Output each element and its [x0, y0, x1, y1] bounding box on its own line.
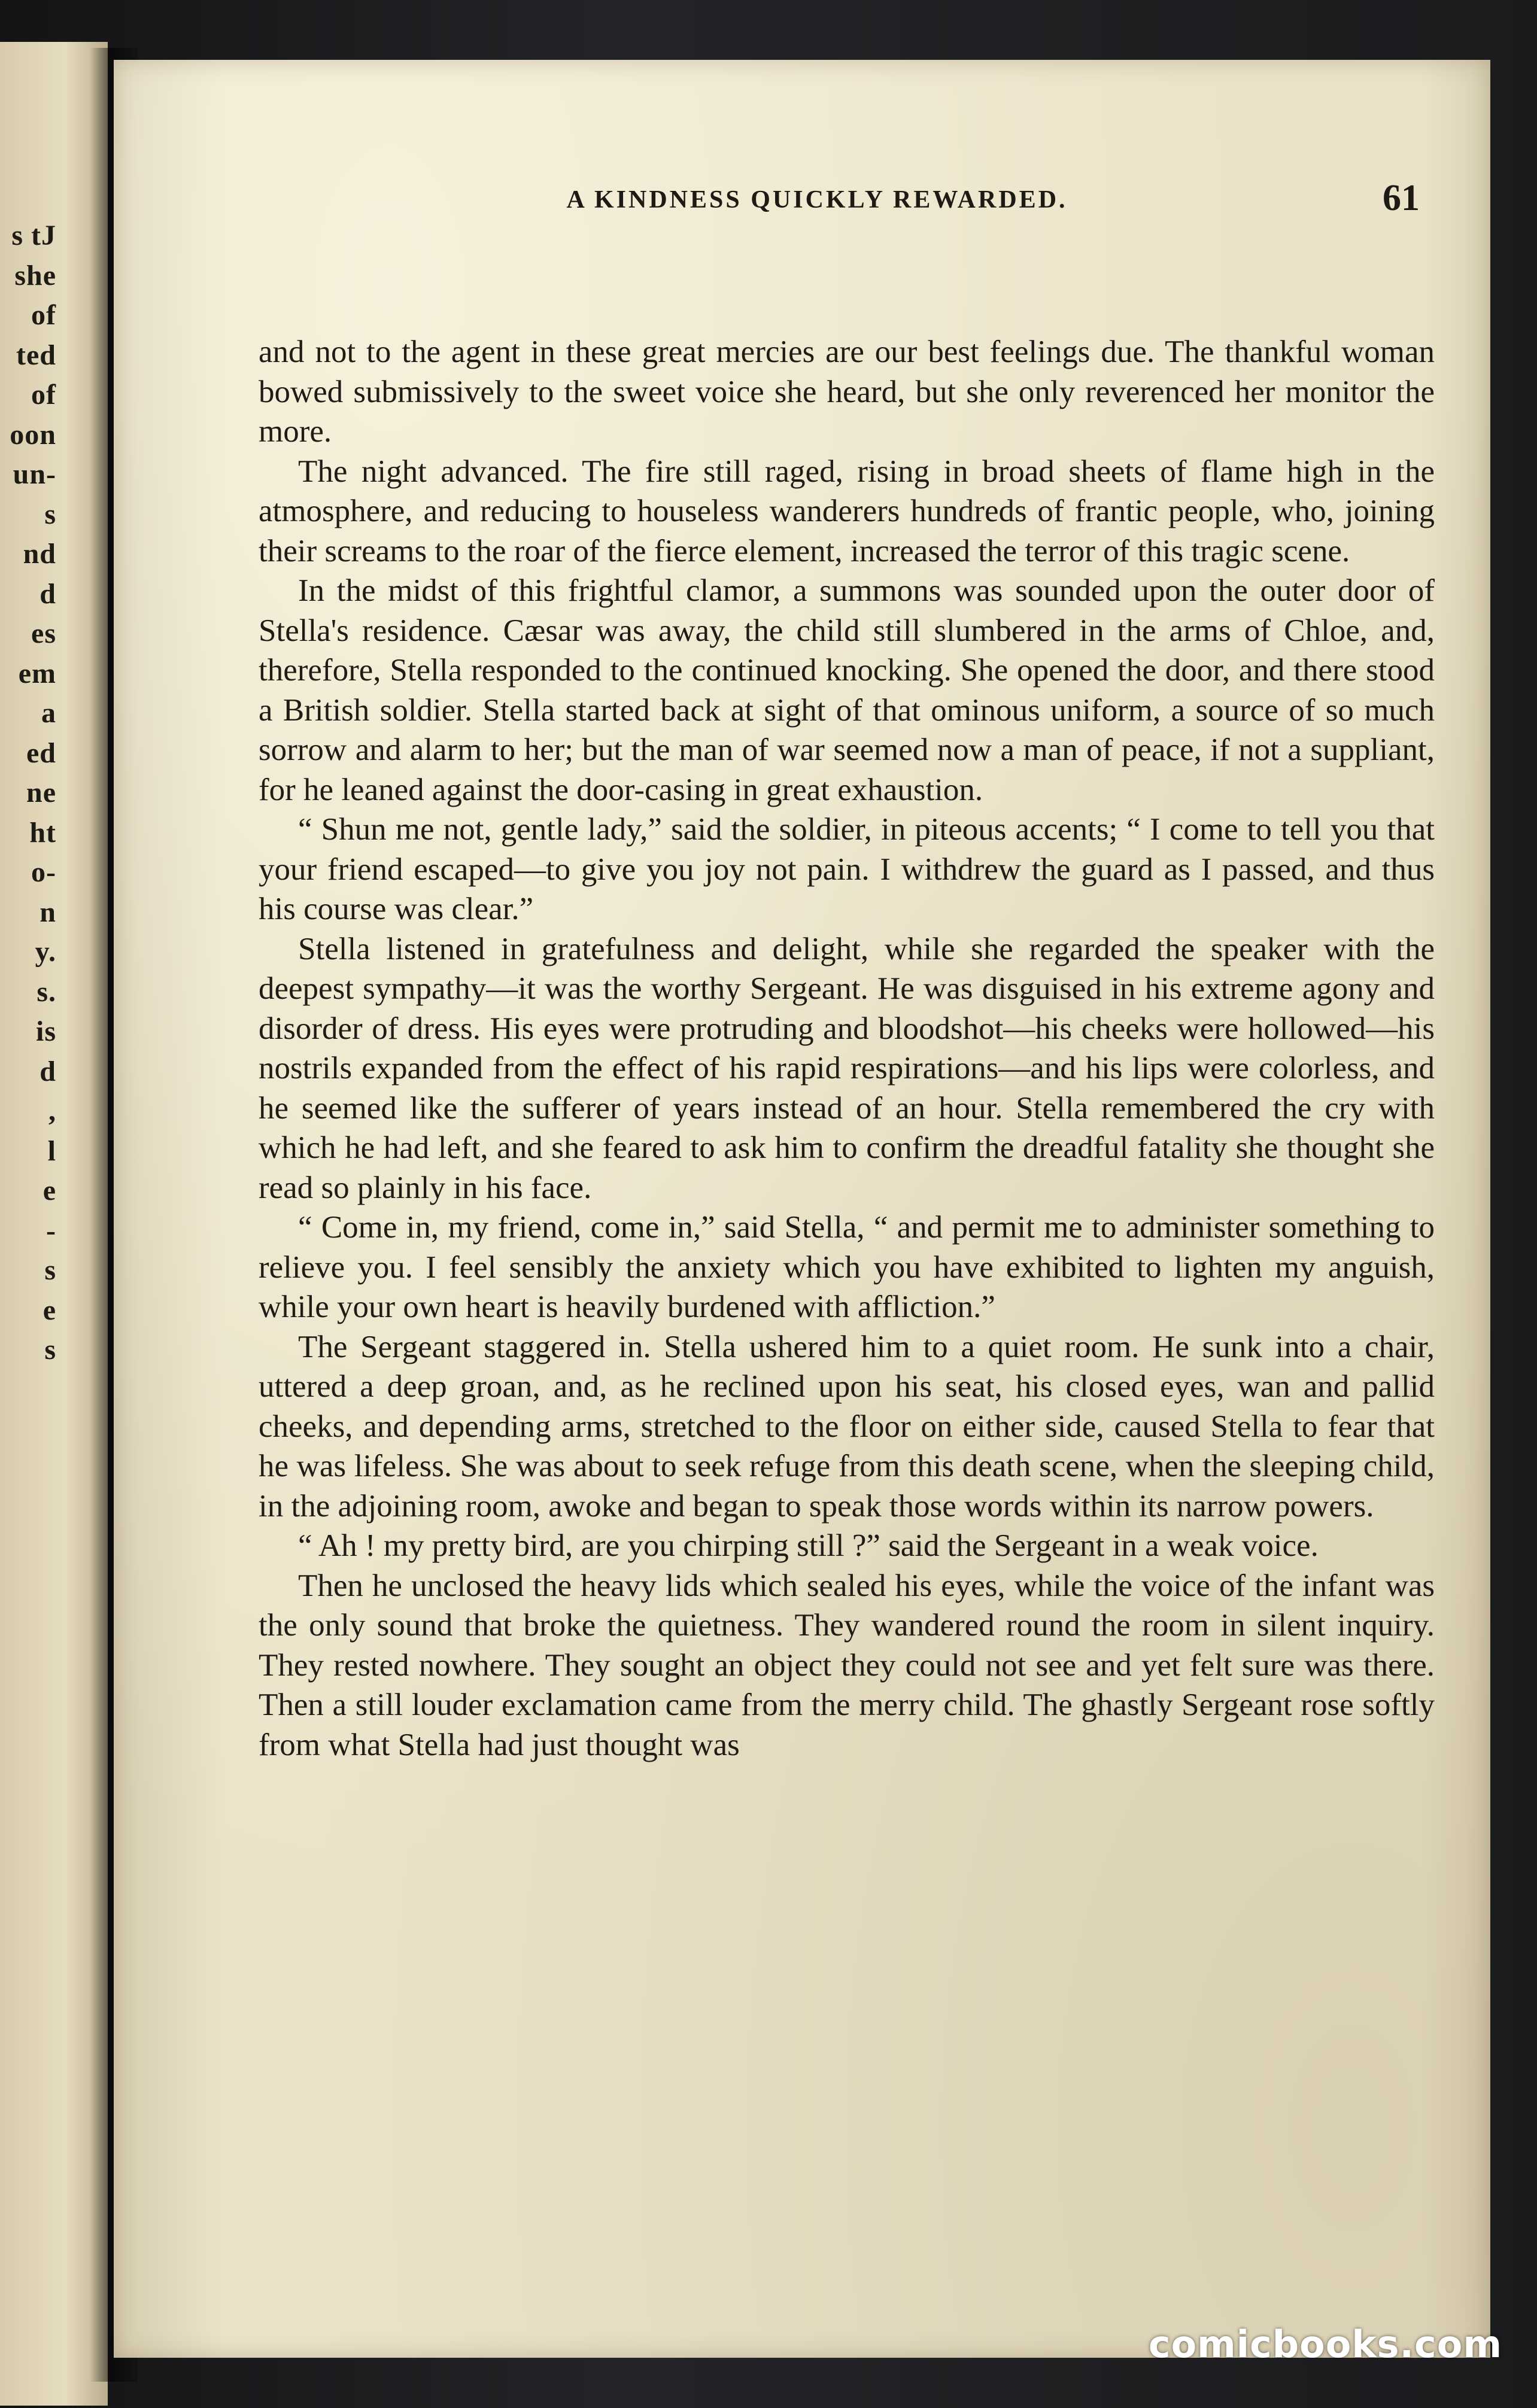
facing-page-fragment: a	[41, 697, 56, 729]
facing-page-fragment: n	[40, 896, 56, 928]
body-text	[259, 332, 1435, 1765]
running-head: A KINDNESS QUICKLY REWARDED.	[566, 186, 1068, 214]
facing-page-fragment: ht	[29, 816, 56, 849]
page-number: 61	[1383, 178, 1420, 218]
facing-page-fragment: oon	[10, 418, 56, 451]
facing-page-fragment: of	[31, 299, 56, 331]
facing-page-fragment: e	[42, 1175, 56, 1206]
facing-page-fragment: she	[14, 259, 56, 291]
facing-page-fragment: o-	[31, 856, 56, 888]
facing-page-fragment: y.	[35, 936, 56, 968]
facing-page-fragment: s tJ	[11, 220, 56, 251]
paragraph-3: In the midst of this frightful clamor, a summons was sounded upon the outer door of Stella's residence. Cæsar was away, the child still slumbered in the arms of Chloe, and, therefore, Stella responded to the continued knocking. She opened the door, and there stood a British soldier. Stella started back at sight of that ominous uniform, a source of so much sorrow and alarm to her; but the man of war seemed now a man of peace, if not a suppliant, for he leaned against the door-casing in great exhaustion.	[259, 573, 1435, 807]
paragraph-6: “ Come in, my friend, come in,” said Stella, “ and permit me to administer something to relieve you. I feel sensibly the anxiety which you have exhibited to lighten my anguish, while your own heart is heavily burdened with affliction.”	[259, 1210, 1435, 1324]
facing-page-fragment: l	[47, 1135, 56, 1167]
facing-page-fragment: s	[44, 1334, 56, 1366]
facing-page-fragment: s	[44, 498, 56, 530]
facing-page-fragment: -	[46, 1214, 56, 1246]
facing-page-fragment: ne	[26, 777, 56, 808]
paragraph-4: “ Shun me not, gentle lady,” said the soldier, in piteous accents; “ I come to tell you that your friend escaped—to give you joy not pain. I withdrew the guard as I passed, and thus his course was clear.”	[259, 812, 1435, 926]
facing-page-fragment: nd	[23, 538, 56, 570]
facing-page-fragment: s	[44, 1254, 56, 1286]
facing-page-fragment: is	[35, 1016, 56, 1047]
paragraph-1: and not to the agent in these great mercies are our best feelings due. The thankful woman bowed submissively to the sweet voice she heard, but she only reverenced her monitor the more.	[259, 335, 1435, 449]
facing-page-fragment: d	[40, 1055, 56, 1087]
paragraph-2: The night advanced. The fire still raged, rising in broad sheets of flame high in the atmosphere, and reducing to houseless wanderers hundreds of frantic people, who, joining their screams to the roar of the fierce element, increased the terror of this tragic scene.	[259, 454, 1435, 568]
paragraph-5: Stella listened in gratefulness and delight, while she regarded the speaker with the deepest sympathy—it was the worthy Sergeant. He was disguised in his extreme agony and disorder of dress. His eyes were protruding and bloodshot—his cheeks were hollowed—his nostrils expanded from the effect of his rapid respirations—and his lips were colorless, and he seemed like the sufferer of years instead of an hour. Stella remembered the cry with which he had left, and she feared to ask him to confirm the dreadful fatality she thought she read so plainly in his face.	[259, 931, 1435, 1205]
facing-page-fragment: ,	[48, 1095, 56, 1127]
paragraph-7: The Sergeant staggered in. Stella ushered him to a quiet room. He sunk into a chair, uttered a deep groan, and, as he reclined upon his seat, his closed eyes, wan and pallid cheeks, and depending arms, stretched to the floor on either side, caused Stella to fear that he was lifeless. She was about to seek refuge from this death scene, when the sleeping child, in the adjoining room, awoke and began to speak those words within its narrow powers.	[259, 1329, 1435, 1524]
facing-page-fragment: of	[31, 379, 56, 411]
facing-page-fragment: un-	[13, 458, 56, 490]
watermark-logo: comicbooks.com	[1148, 2322, 1502, 2366]
book-page	[114, 60, 1490, 2358]
paragraph-8: “ Ah ! my pretty bird, are you chirping still ?” said the Sergeant in a weak voice.	[298, 1528, 1319, 1563]
facing-page-fragment: s.	[37, 975, 56, 1008]
facing-page-fragment: em	[18, 657, 56, 689]
paragraph-9: Then he unclosed the heavy lids which sealed his eyes, while the voice of the infant was the only sound that broke the quietness. They wandered round the room in silent inquiry. They rested nowhere. They sought an object they could not see and yet felt sure was there. Then a still louder exclamation came from the merry child. The ghastly Sergeant rose softly from what Stella had just thought was	[259, 1568, 1435, 1762]
facing-page-fragment: e	[42, 1294, 56, 1326]
facing-page-fragment: ted	[16, 339, 56, 371]
facing-page-fragment: d	[40, 577, 56, 610]
facing-page-fragment: ed	[26, 737, 56, 769]
facing-page-fragment: es	[31, 618, 56, 649]
